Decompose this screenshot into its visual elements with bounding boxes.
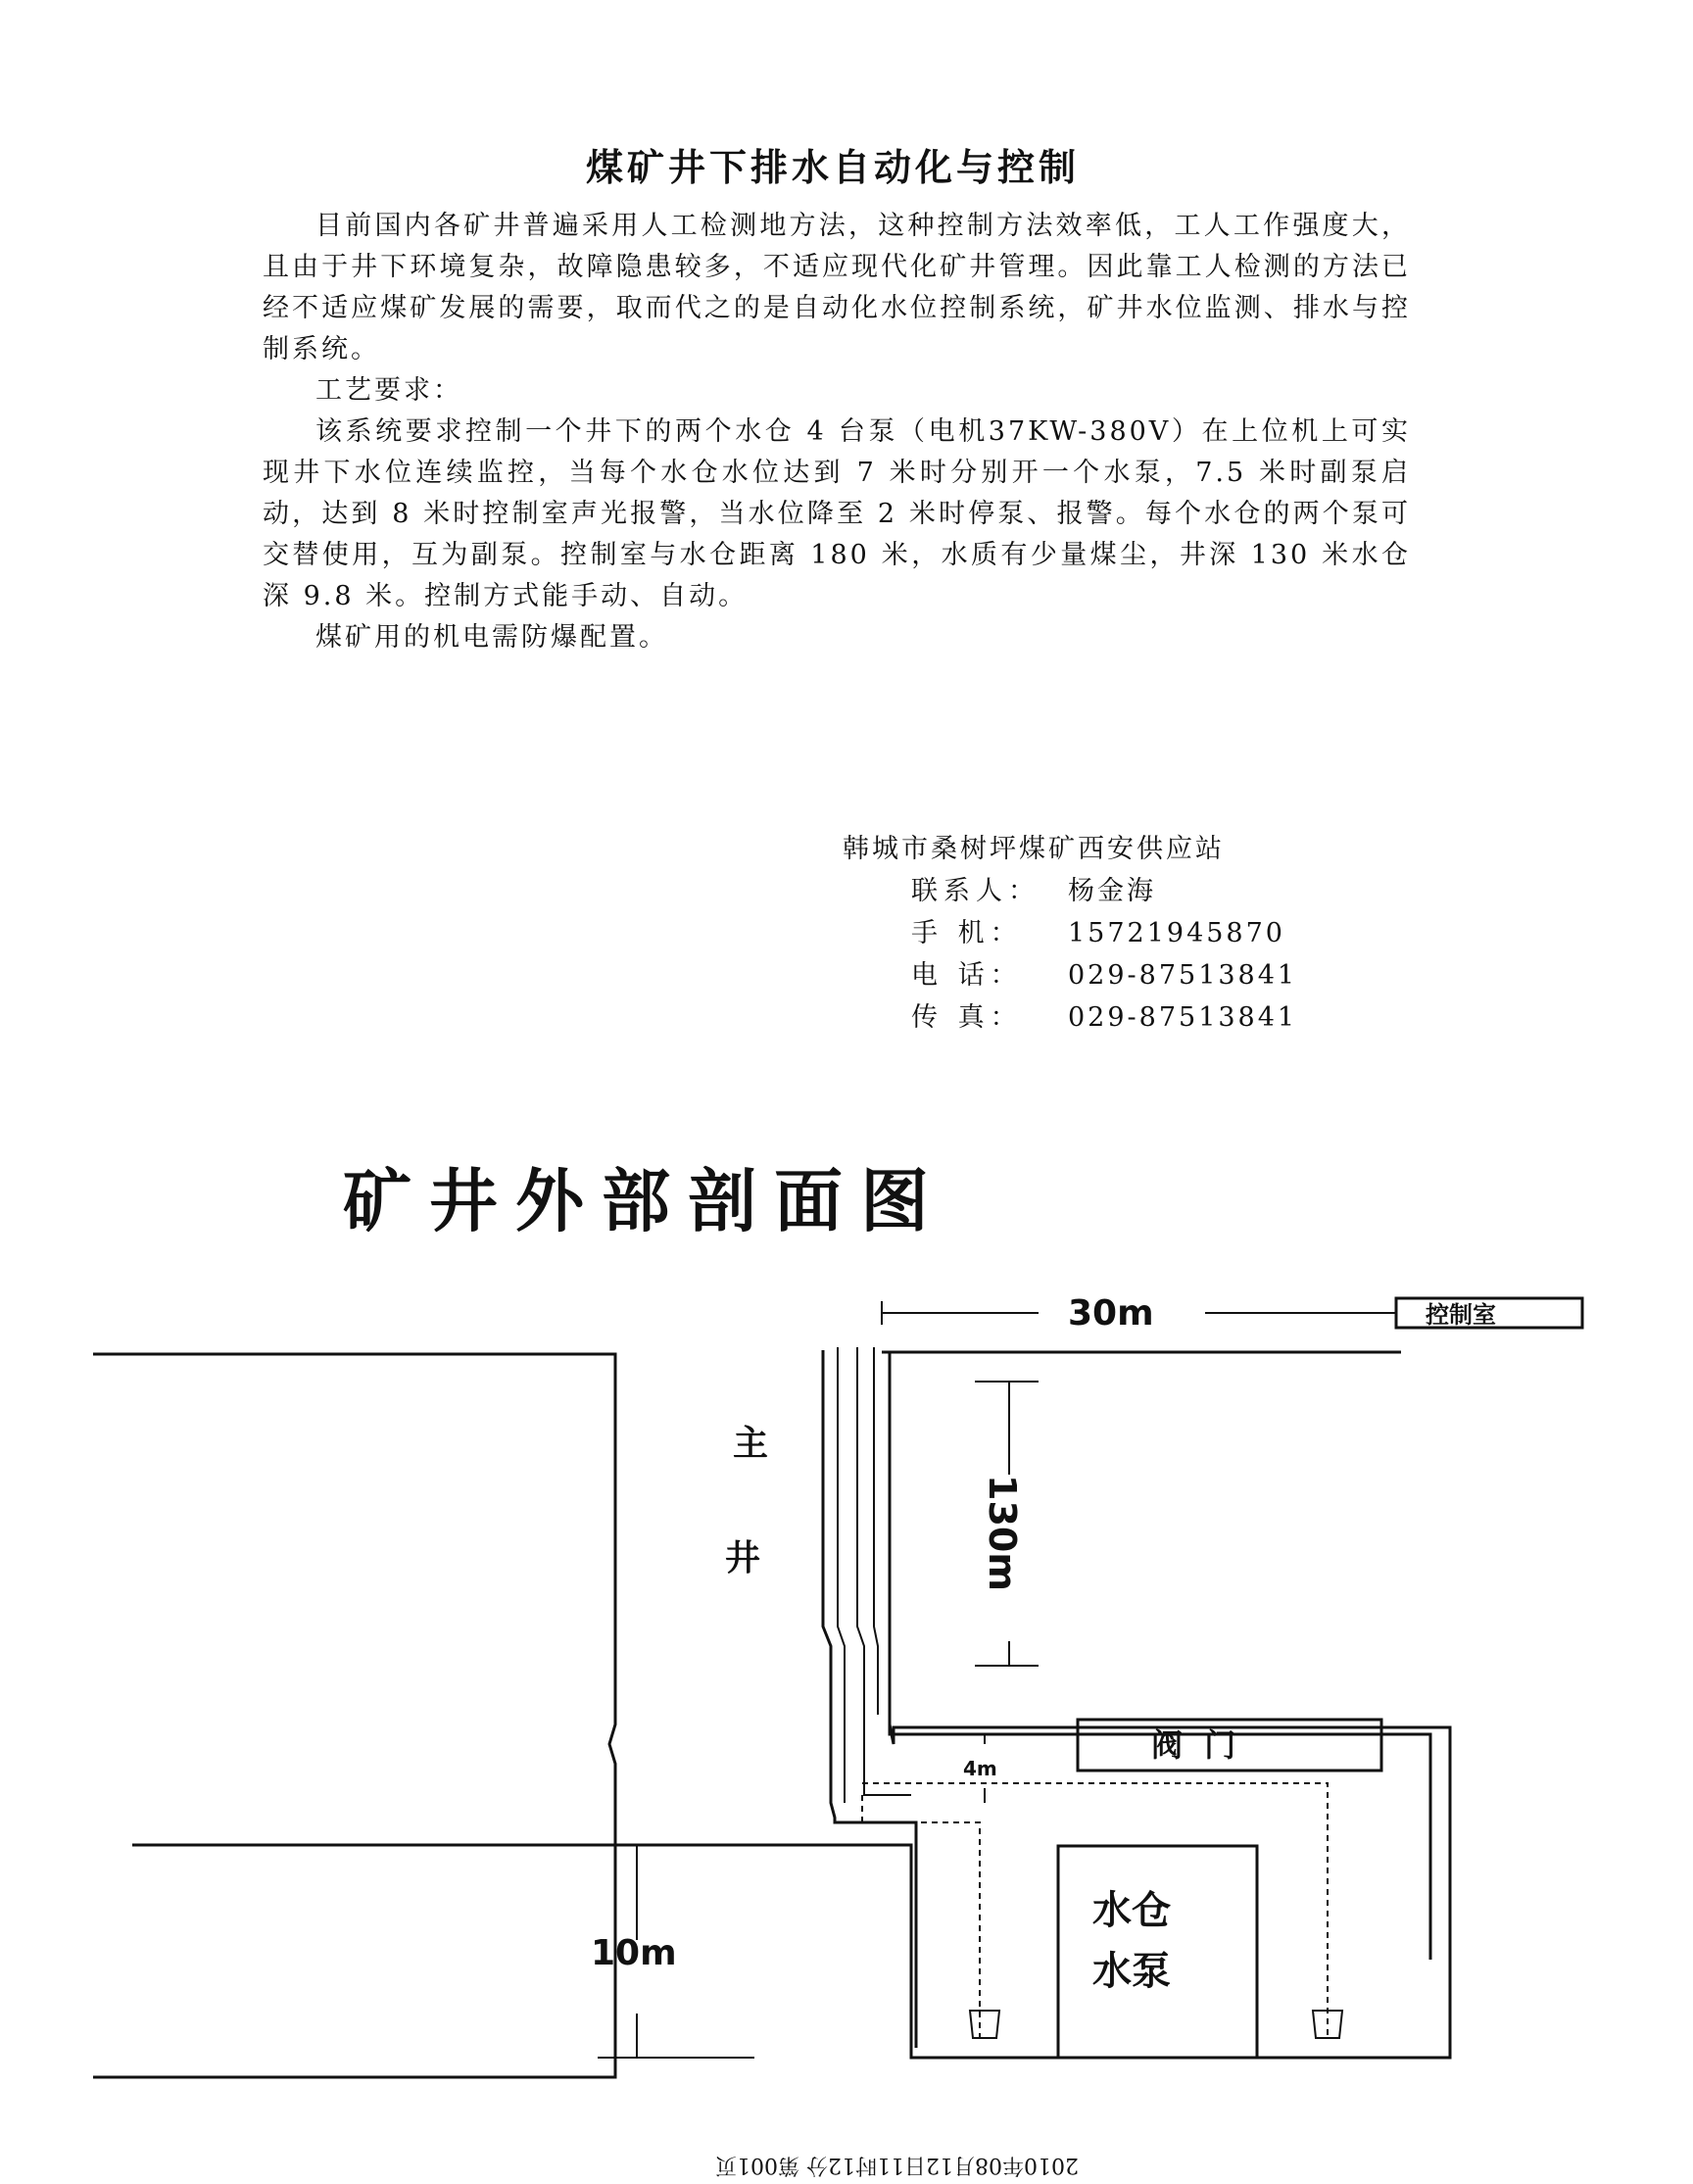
mobile-row	[843, 912, 1297, 954]
requirements-paragraph: 该系统要求控制一个井下的两个水仓 4 台泵（电机37KW-380V）在上位机上可实现井下水位连续监控，当每个水仓水位达到 7 米时分别开一个水泵，7.5 米时副泵启动，达到 8 米时控制室声光报警，当水位降至 2 米时停泵、报警。每个水仓的两个泵可交替使用，互为副泵。控制室与水仓距离 180 米，水质有少量煤尘，井深 130 米水仓深 9.8 米。控制方式能手动、自动。	[263, 416, 1411, 611]
contact-person-label: 联系人：	[911, 876, 1040, 906]
phone-number: 029-87513841	[1068, 960, 1298, 991]
right-ground-block	[882, 1352, 1450, 1960]
explosion-proof-note: 煤矿用的机电需防爆配置。	[315, 622, 668, 653]
intro-paragraph: 目前国内各矿井普遍采用人工检测地方法，这种控制方法效率低，工人工作强度大，且由于井下环境复杂，故障隐患较多，不适应现代化矿井管理。因此靠工人检测的方法已经不适应煤矿发展的需要，取而代之的是自动化水位控制系统，矿井水位监测、排水与控制系统。	[263, 211, 1411, 364]
document-title: 煤矿井下排水自动化与控制	[585, 146, 1080, 189]
contact-person-name: 杨金海	[1068, 876, 1156, 906]
left-ground-block	[93, 1354, 615, 2077]
label-control-room: 控制室	[1426, 1301, 1496, 1329]
label-sump: 水仓	[1092, 1888, 1171, 1933]
pipe-left	[862, 1795, 980, 2038]
mobile-label: 手 机：	[911, 918, 1023, 948]
label-main-shaft-1: 主	[733, 1424, 769, 1464]
fax-label: 传 真：	[911, 1002, 1023, 1033]
shaft-wall-left-2	[838, 1347, 845, 1803]
label-valve: 阀 门	[1151, 1726, 1236, 1764]
phone-row	[843, 954, 1297, 996]
page-footer: 2010年08月12日11时12分 第001页	[715, 2153, 1079, 2177]
contact-person-row	[843, 870, 1297, 912]
mine-cross-section-diagram	[0, 1254, 1693, 2136]
process-heading: 工艺要求：	[315, 375, 462, 406]
fax-number: 029-87513841	[1068, 1002, 1298, 1033]
company-name: 韩城市桑树坪煤矿西安供应站	[843, 834, 1225, 864]
label-10m: 10m	[591, 1933, 677, 1973]
phone-label: 电 话：	[911, 960, 1023, 991]
label-main-shaft-2: 井	[725, 1538, 761, 1578]
pump-left	[970, 2011, 999, 2038]
shaft-wall-right	[874, 1347, 878, 1715]
contact-block	[843, 828, 1297, 1039]
label-130m: 130m	[981, 1475, 1024, 1591]
mobile-number: 15721945870	[1068, 918, 1285, 948]
diagram-title: 矿井外部剖面图	[343, 1161, 946, 1241]
label-30m: 30m	[1068, 1293, 1154, 1334]
label-4m: 4m	[963, 1757, 997, 1780]
document-body	[263, 206, 1411, 658]
lower-ledge	[132, 1845, 1450, 2058]
label-pump: 水泵	[1092, 1949, 1171, 1994]
fax-row	[843, 996, 1297, 1039]
